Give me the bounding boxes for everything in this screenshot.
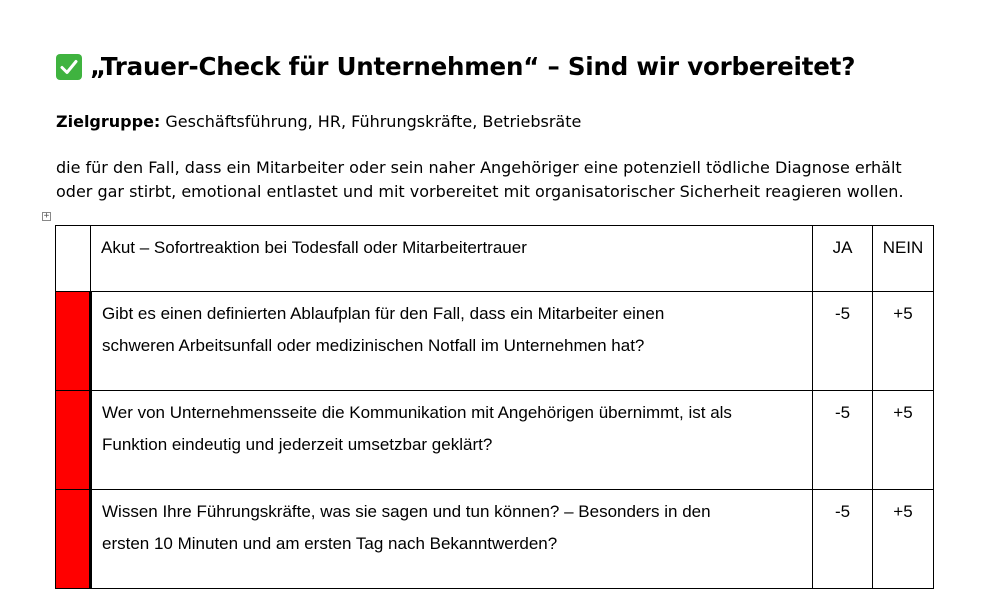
table-row: [56, 490, 934, 589]
table-header-row: [56, 226, 934, 292]
question-cell: [91, 391, 813, 490]
table-row: [56, 391, 934, 490]
intro-line: oder gar stirbt, emotional entlastet und mit vorbereitet mit organisatorischer Sicherheit reagieren wollen.: [56, 182, 904, 201]
question-cell: [91, 490, 813, 589]
nein-score: +5: [873, 391, 934, 490]
ja-score: -5: [813, 292, 873, 391]
title-text: „Trauer-Check für Unternehmen“ – Sind wir vorbereitet?: [90, 52, 856, 81]
target-group: [56, 112, 581, 131]
question-line: Wissen Ihre Führungskräfte, was sie sagen und tun können? – Besonders in den: [102, 502, 711, 521]
question-cell: [91, 292, 813, 391]
target-group-text: Geschäftsführung, HR, Führungskräfte, Betriebsräte: [165, 112, 582, 131]
question-line: Wer von Unternehmensseite die Kommunikation mit Angehörigen übernimmt, ist als: [102, 403, 732, 422]
question-line: schweren Arbeitsunfall oder medizinischen Notfall im Unternehmen hat?: [102, 336, 645, 355]
target-group-label: Zielgruppe:: [56, 112, 161, 131]
question-line: Funktion eindeutig und jederzeit umsetzbar geklärt?: [102, 435, 493, 454]
intro-line: die für den Fall, dass ein Mitarbeiter oder sein naher Angehöriger eine potenziell tödliche Diagnose erhält: [56, 158, 902, 177]
table-row: [56, 292, 934, 391]
page-title: [56, 52, 855, 81]
intro-paragraph: [56, 156, 956, 204]
question-line: Gibt es einen definierten Ablaufplan für den Fall, dass ein Mitarbeiter einen: [102, 304, 665, 323]
nein-score: +5: [873, 490, 934, 589]
header-question: Akut – Sofortreaktion bei Todesfall oder Mitarbeitertrauer: [91, 226, 813, 292]
question-line: ersten 10 Minuten und am ersten Tag nach Bekanntwerden?: [102, 534, 558, 553]
header-ja: JA: [813, 226, 873, 292]
header-nein: NEIN: [873, 226, 934, 292]
check-mark-button-icon: [56, 54, 82, 80]
marker-cell: [56, 226, 91, 292]
nein-score: +5: [873, 292, 934, 391]
risk-marker-cell: [56, 391, 91, 490]
risk-marker-cell: [56, 292, 91, 391]
table-move-handle-icon[interactable]: +: [43, 211, 50, 221]
ja-score: -5: [813, 391, 873, 490]
risk-marker-cell: [56, 490, 91, 589]
ja-score: -5: [813, 490, 873, 589]
check-table: [55, 225, 934, 589]
